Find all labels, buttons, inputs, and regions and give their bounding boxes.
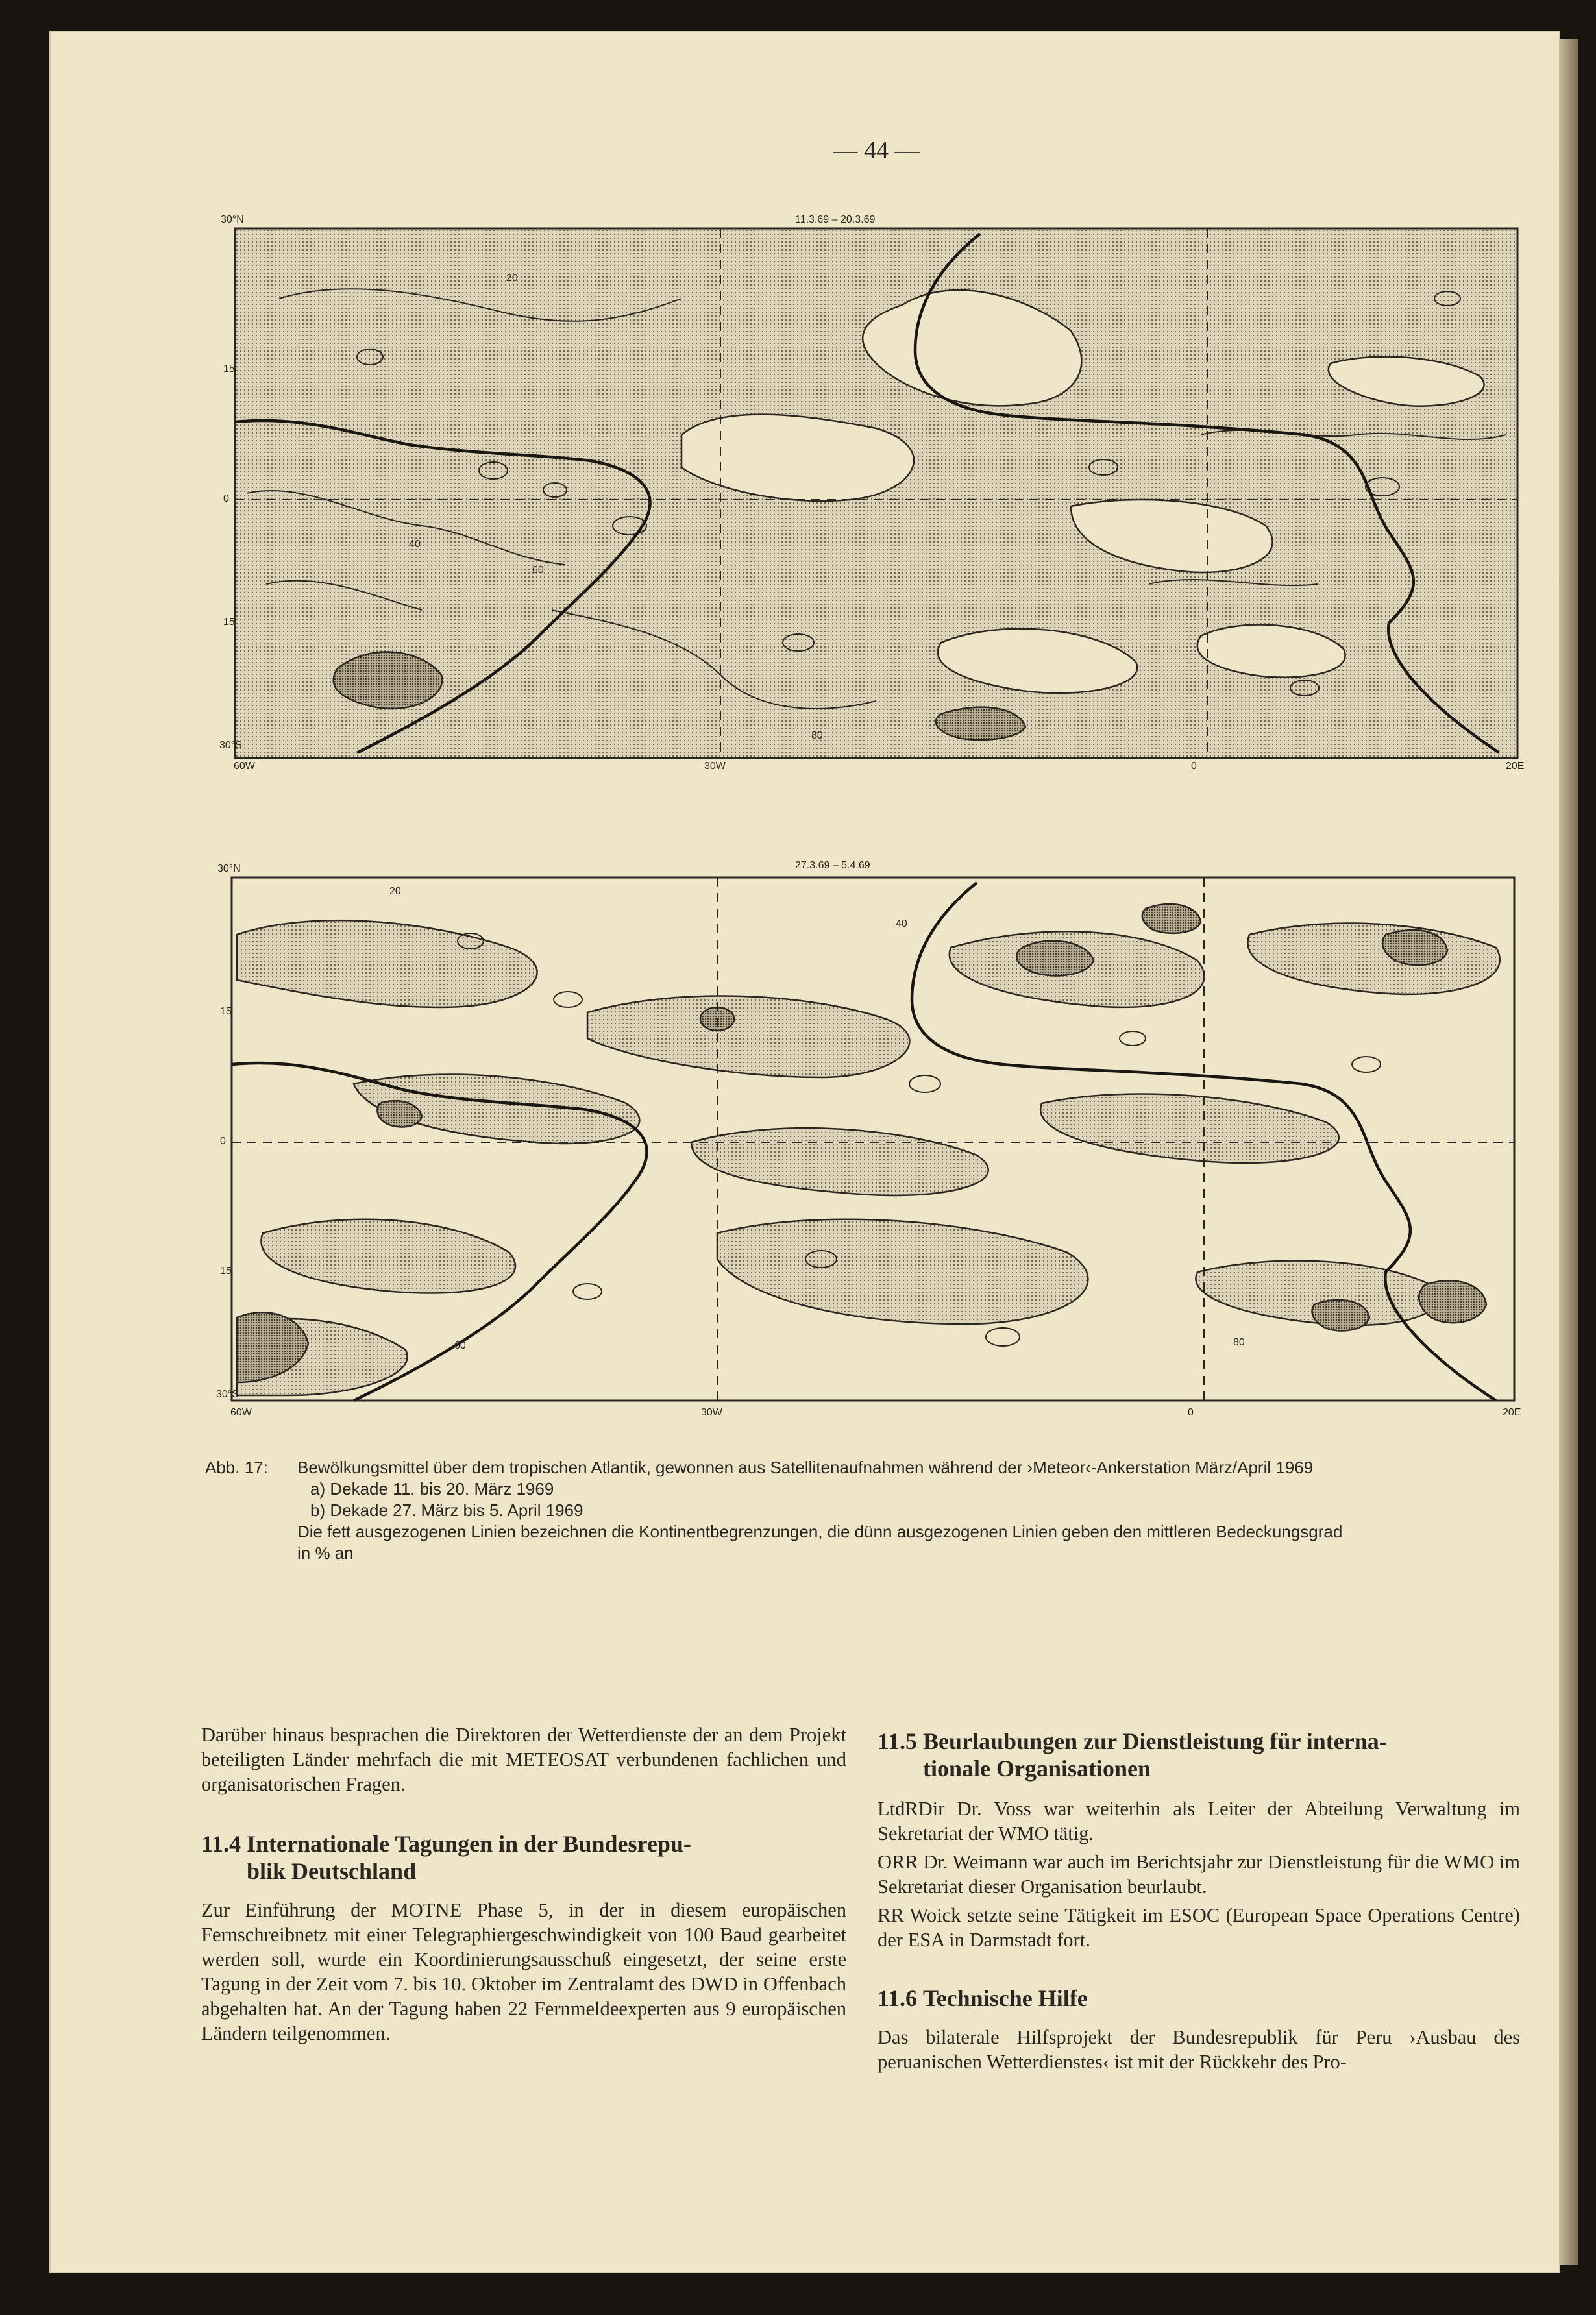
map-b-lat-15n: 15 (220, 1006, 232, 1017)
map-b-lat-0: 0 (220, 1136, 226, 1147)
map-b-lon-30w: 30W (701, 1407, 722, 1418)
map-a-lon-30w: 30W (704, 761, 726, 772)
caption-line-4: Die fett ausgezogenen Linien bezeichnen die Kontinentbegrenzungen, die dünn ausgezogenen Linien geben den mittleren Bedeckungsgrad (297, 1522, 1343, 1541)
map-b-isoline-80: 80 (1233, 1337, 1245, 1348)
map-b-lat-15s: 15 (220, 1266, 232, 1277)
left-column (201, 1722, 846, 2046)
map-a-lon-60w: 60W (234, 761, 255, 772)
map-b-lon-20e: 20E (1503, 1407, 1521, 1418)
map-a-lat-0: 0 (223, 493, 229, 504)
heading-11-5 (878, 1728, 1520, 1782)
map-b-lon-0: 0 (1188, 1407, 1194, 1418)
map-a-lat-15s: 15 (223, 617, 235, 628)
map-b-isoline-20: 20 (389, 886, 401, 897)
map-a-date: 11.3.69 – 20.3.69 (795, 214, 876, 225)
map-a-isoline-60: 60 (532, 565, 544, 576)
paragraph-11-4: Zur Einführung der MOTNE Phase 5, in der in diesem europäischen Fernschreibnetz mit einer Telegraphiergeschwindigkeit von 100 Baud gearbeitet werden soll, wurde ein Koordinierungsausschuß eingesetzt, der seine erste Tagung in der Zeit vom 7. bis 10. Oktober im Zentralamt des DWD in Offenbach abgehalten hat. An der Tagung haben 22 Fernmeldeexperten aus 9 europäischen Ländern teilgenommen. (201, 1899, 846, 2044)
paragraph-woick: RR Woick setzte seine Tätigkeit im ESOC (European Space Operations Centre) der ESA in Darmstadt fort. (878, 1904, 1520, 1951)
caption-line-5: in % an (297, 1543, 354, 1563)
paragraph-voss: LtdRDir Dr. Voss war weiterhin als Leiter der Abteilung Verwaltung im Sekretariat der WMO tätig. (878, 1798, 1520, 1844)
map-b-lon-60w: 60W (230, 1407, 252, 1418)
map-a-lat-30n: 30°N (221, 214, 244, 225)
heading-11-5-line2: tionale Organisationen (923, 1756, 1151, 1782)
paragraph-weimann: ORR Dr. Weimann war auch im Berichtsjahr zur Dienstleistung für die WMO im Sekretariat dieser Organisation beurlaubt. (878, 1851, 1521, 1898)
map-a-lat-15n: 15 (223, 363, 235, 374)
caption-line-3: b) Dekade 27. März bis 5. April 1969 (310, 1500, 583, 1520)
caption-line-2: a) Dekade 11. bis 20. März 1969 (310, 1479, 554, 1499)
heading-11-5-number: 11.5 (878, 1728, 918, 1754)
caption-line-1: Bewölkungsmittel über dem tropischen Atlantik, gewonnen aus Satellitenaufnahmen während der ›Meteor‹-Ankerstation März/April 1969 (297, 1458, 1314, 1477)
heading-11-5-line1: Beurlaubungen zur Dienstleistung für interna- (923, 1728, 1387, 1754)
heading-11-6-number: 11.6 (878, 1985, 918, 2011)
page-number: — 44 — (833, 137, 920, 164)
heading-11-4-line1: Internationale Tagungen in der Bundesrepu- (247, 1831, 691, 1857)
heading-11-6 (878, 1985, 1520, 2012)
map-a-isoline-40: 40 (409, 539, 421, 550)
map-a-lon-0: 0 (1191, 761, 1197, 772)
heading-11-4 (201, 1830, 846, 1885)
heading-11-6-title: Technische Hilfe (923, 1985, 1088, 2011)
map-b-isoline-60: 60 (454, 1340, 466, 1351)
paragraph-intro: Darüber hinaus besprachen die Direktoren der Wetterdienste der an dem Projekt beteiligten Länder mehrfach die mit METEOSAT verbundenen fachlichen und organisatorischen Fragen. (201, 1724, 846, 1795)
map-a (227, 221, 1525, 766)
heading-11-4-line2: blik Deutschland (247, 1858, 417, 1884)
map-a-isoline-20: 20 (506, 273, 518, 284)
paragraph-peru: Das bilaterale Hilfsprojekt der Bundesrepublik für Peru ›Ausbau des peruanischen Wetterdienstes‹ ist mit der Rückkehr des Pro- (878, 2026, 1520, 2073)
map-a-lat-30s: 30°S (219, 740, 242, 751)
page-spine (1559, 39, 1578, 2265)
right-column (878, 1728, 1520, 2074)
caption-label: Abb. 17: (205, 1458, 268, 1477)
map-a-lon-20e: 20E (1506, 761, 1525, 772)
map-b-lat-30s: 30°S (216, 1389, 239, 1400)
map-b-lat-30n: 30°N (217, 863, 241, 874)
map-b (224, 870, 1522, 1408)
map-b-date: 27.3.69 – 5.4.69 (795, 860, 870, 871)
map-a-isoline-80: 80 (811, 730, 823, 741)
heading-11-4-number: 11.4 (201, 1831, 241, 1857)
map-b-isoline-40: 40 (896, 918, 907, 929)
